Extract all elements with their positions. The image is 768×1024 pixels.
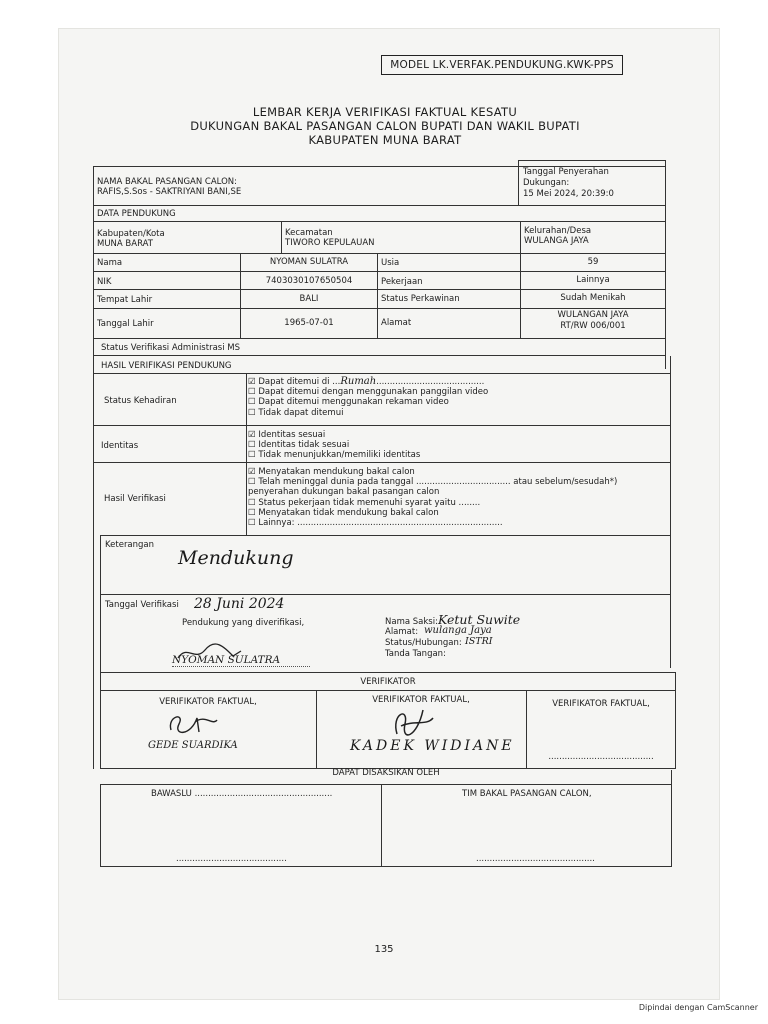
saksi-alamat-handwritten: wulanga Jaya xyxy=(424,625,492,636)
checked-box-icon: ☑ xyxy=(248,377,256,387)
keterangan-handwritten: Mendukung xyxy=(178,547,294,569)
page-number: 135 xyxy=(374,944,394,955)
nik-label: NIK xyxy=(97,277,112,287)
checkbox-icon: ☐ xyxy=(248,518,256,529)
pendukung-name-handwritten: NYOMAN SULATRA xyxy=(172,654,281,666)
kabupaten-label: Kabupaten/Kota xyxy=(97,229,165,239)
checked-box-icon: ☑ xyxy=(248,467,256,477)
alamat-value-2: RT/RW 006/001 xyxy=(560,321,626,331)
saksi-nama-label: Nama Saksi: xyxy=(385,617,438,627)
form-title-line1: LEMBAR KERJA VERIFIKASI FAKTUAL KESATU xyxy=(252,105,518,119)
kecamatan-value: TIWORO KEPULAUAN xyxy=(285,238,375,248)
hasil-option-3[interactable]: ☐ Status pekerjaan tidak memenuhi syarat yaitu ........ xyxy=(248,497,481,508)
kehadiran-options xyxy=(248,377,488,418)
candidate-label: NAMA BAKAL PASANGAN CALON: xyxy=(97,177,238,187)
identitas-options xyxy=(248,430,420,461)
kelurahan-label: Kelurahan/Desa xyxy=(524,226,592,236)
checkbox-icon: ☐ xyxy=(248,407,256,418)
identitas-option-1[interactable]: ☑ Identitas sesuai xyxy=(248,430,326,440)
status-kehadiran-label: Status Kehadiran xyxy=(104,396,177,406)
kehadiran-location-handwritten: Rumah xyxy=(340,376,377,387)
kehadiran-option-3[interactable]: ☐ Dapat ditemui menggunakan rekaman video xyxy=(248,397,449,408)
hasil-option-2-cont: penyerahan dukungan bakal pasangan calon xyxy=(248,487,440,498)
hasil-option-2[interactable]: ☐ Telah meninggal dunia pada tanggal ................................... atau sebelum/sesudah*) xyxy=(248,477,618,488)
submission-date-value: 15 Mei 2024, 20:39:0 xyxy=(523,189,614,199)
saksi-alamat-label: Alamat: xyxy=(385,627,419,637)
saksi-status-handwritten: ISTRI xyxy=(465,636,493,647)
nik-value: 7403030107650504 xyxy=(265,276,353,286)
verifikator-1-name-handwritten: GEDE SUARDIKA xyxy=(148,740,238,751)
hasil-option-5[interactable]: ☐ Lainnya: ............................................................................ xyxy=(248,518,503,529)
kehadiran-option-1[interactable]: ☑ Dapat ditemui di ...Rumah........................................ xyxy=(248,376,485,387)
form-title-line3: KABUPATEN MUNA BARAT xyxy=(308,133,462,147)
tanggal-verifikasi-handwritten: 28 Juni 2024 xyxy=(194,596,285,612)
tanggal-lahir-label: Tanggal Lahir xyxy=(97,319,154,329)
pendukung-label: Pendukung yang diverifikasi, xyxy=(182,618,305,628)
hasil-verifikasi-label: Hasil Verifikasi xyxy=(104,494,166,504)
tempat-lahir-value: BALI xyxy=(299,294,319,304)
form-title-line2: DUKUNGAN BAKAL PASANGAN CALON BUPATI DAN WAKIL BUPATI xyxy=(190,119,580,133)
verifikator-2-label: VERIFIKATOR FAKTUAL, xyxy=(372,695,470,705)
checkbox-icon: ☐ xyxy=(248,477,256,488)
checkbox-icon: ☐ xyxy=(248,440,256,451)
saksi-status-label: Status/Hubungan: xyxy=(385,638,462,648)
pendukung-sign-line xyxy=(172,666,310,667)
verifikator-2-name-handwritten: KADEK WIDIANE xyxy=(350,738,515,754)
identitas-option-3[interactable]: ☐ Tidak menunjukkan/memiliki identitas xyxy=(248,450,421,461)
pekerjaan-value: Lainnya xyxy=(576,275,610,285)
checkbox-icon: ☐ xyxy=(248,397,256,408)
tim-sign-line: ............................................ xyxy=(476,854,595,864)
tanggal-lahir-value: 1965-07-01 xyxy=(284,318,334,328)
submission-date-label: Tanggal Penyerahan xyxy=(523,167,609,177)
checkbox-icon: ☐ xyxy=(248,450,256,461)
verifikator-3-label: VERIFIKATOR FAKTUAL, xyxy=(552,699,650,709)
checked-box-icon: ☑ xyxy=(248,430,256,440)
section-verifikator: VERIFIKATOR xyxy=(360,677,416,687)
hasil-option-4[interactable]: ☐ Menyatakan tidak mendukung bakal calon xyxy=(248,507,439,518)
saksi-ttd-label: Tanda Tangan: xyxy=(385,649,446,659)
saksi-nama-handwritten: Ketut Suwite xyxy=(438,612,521,627)
usia-value: 59 xyxy=(587,257,599,267)
candidate-value: RAFIS,S.Sos - SAKTRIYANI BANI,SE xyxy=(97,187,242,197)
verifikator-3-sign-line: ....................................... xyxy=(548,752,654,762)
scanner-watermark: Dipindai dengan CamScanner xyxy=(638,1003,758,1012)
pekerjaan-label: Pekerjaan xyxy=(381,277,423,287)
status-perkawinan-value: Sudah Menikah xyxy=(560,293,626,303)
kabupaten-value: MUNA BARAT xyxy=(97,239,153,249)
model-code: MODEL LK.VERFAK.PENDUKUNG.KWK-PPS xyxy=(381,55,623,75)
tempat-lahir-label: Tempat Lahir xyxy=(97,295,153,305)
tim-pasangan-label: TIM BAKAL PASANGAN CALON, xyxy=(462,789,592,799)
nama-value: NYOMAN SULATRA xyxy=(269,257,349,267)
hasil-option-1[interactable]: ☑ Menyatakan mendukung bakal calon xyxy=(248,467,415,477)
kehadiran-option-4[interactable]: ☐ Tidak dapat ditemui xyxy=(248,407,344,418)
usia-label: Usia xyxy=(381,258,400,268)
hasil-options xyxy=(248,467,617,528)
section-saksi: DAPAT DISAKSIKAN OLEH xyxy=(332,768,440,778)
checkbox-icon: ☐ xyxy=(248,497,256,508)
verifikator-1-label: VERIFIKATOR FAKTUAL, xyxy=(159,697,257,707)
section-data-pendukung: DATA PENDUKUNG xyxy=(97,209,176,219)
bawaslu-label: BAWASLU ................................................... xyxy=(151,789,333,799)
status-admin: Status Verifikasi Administrasi MS xyxy=(101,343,240,353)
nama-label: Nama xyxy=(97,258,123,268)
alamat-value-1: WULANGAN JAYA xyxy=(557,310,629,320)
bawaslu-sign-line: ......................................... xyxy=(176,854,287,864)
identitas-option-2[interactable]: ☐ Identitas tidak sesuai xyxy=(248,440,350,451)
checkbox-icon: ☐ xyxy=(248,507,256,518)
keterangan-label: Keterangan xyxy=(105,540,155,550)
kehadiran-option-2[interactable]: ☐ Dapat ditemui dengan menggunakan panggilan video xyxy=(248,387,489,398)
identitas-label: Identitas xyxy=(101,441,139,451)
kecamatan-label: Kecamatan xyxy=(285,228,333,238)
submission-date-label-2: Dukungan: xyxy=(523,178,570,188)
section-hasil-verifikasi: HASIL VERIFIKASI PENDUKUNG xyxy=(101,361,232,371)
alamat-label: Alamat xyxy=(381,318,412,328)
checkbox-icon: ☐ xyxy=(248,387,256,398)
tanggal-verifikasi-label: Tanggal Verifikasi xyxy=(105,600,179,610)
kelurahan-value: WULANGA JAYA xyxy=(524,236,589,246)
status-perkawinan-label: Status Perkawinan xyxy=(381,294,460,304)
signature-verifikator-1-icon xyxy=(165,708,220,744)
